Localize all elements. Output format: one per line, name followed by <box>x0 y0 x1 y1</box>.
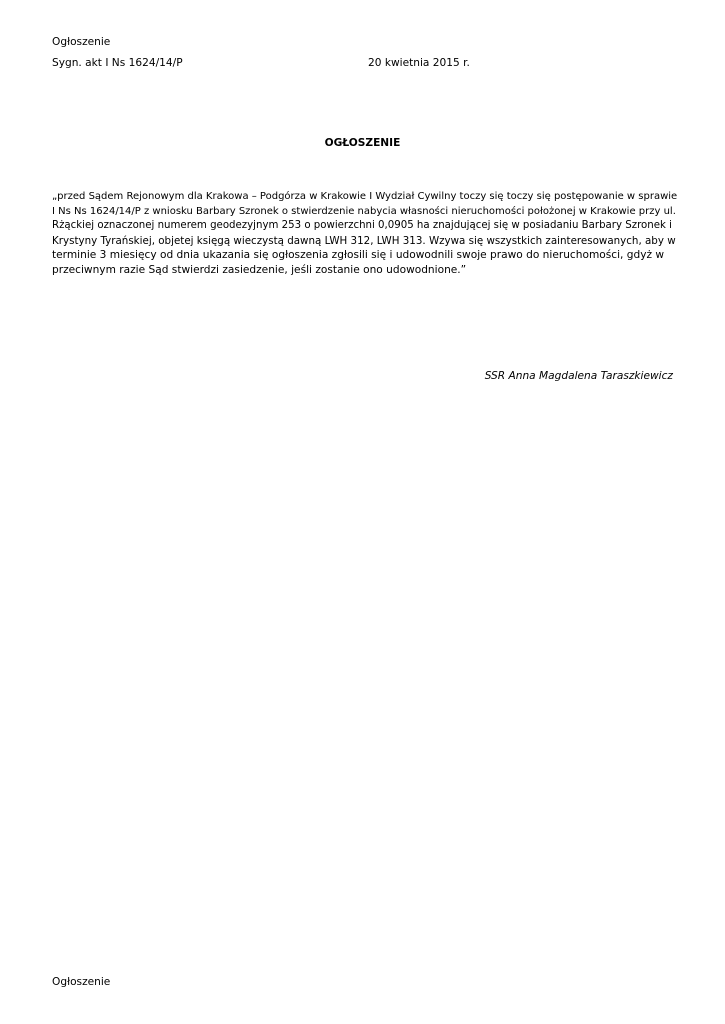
body-line: przeciwnym razie Sąd stwierdzi zasiedzenie, jeśli zostanie ono udowodnione.” <box>52 263 467 276</box>
document-title: OGŁOSZENIE <box>324 137 401 149</box>
footer-label: Ogłoszenie <box>52 976 111 988</box>
header-label: Ogłoszenie <box>52 36 111 48</box>
body-line: Rżąckiej oznaczonej numerem geodezyjnym 253 o powierzchni 0,0905 ha znajdującej się w posiadaniu Barbary Szronek i <box>52 220 672 232</box>
body-line: „przed Sądem Rejonowym dla Krakowa – Podgórza w Krakowie I Wydział Cywilny toczy się toczy się postępowanie w sprawie <box>52 191 678 202</box>
judge-signature: SSR Anna Magdalena Taraszkiewicz <box>484 370 673 382</box>
case-number: Sygn. akt I Ns 1624/14/P <box>52 57 183 69</box>
body-line: I Ns Ns 1624/14/P z wniosku Barbary Szronek o stwierdzenie nabycia własności nieruchomości położonej w Krakowie przy ul. <box>52 205 676 217</box>
body-line: terminie 3 miesięcy od dnia ukazania się ogłoszenia zgłosili się i udowodnili swoje prawo do nieruchomości, gdyż w <box>52 249 665 262</box>
body-line: Krystyny Tyrańskiej, objetej księgą wieczystą dawną LWH 312, LWH 313. Wzywa się wszystkich zainteresowanych, aby w <box>52 234 676 247</box>
document-date: 20 kwietnia 2015 r. <box>368 57 470 69</box>
announcement-body <box>52 190 677 278</box>
